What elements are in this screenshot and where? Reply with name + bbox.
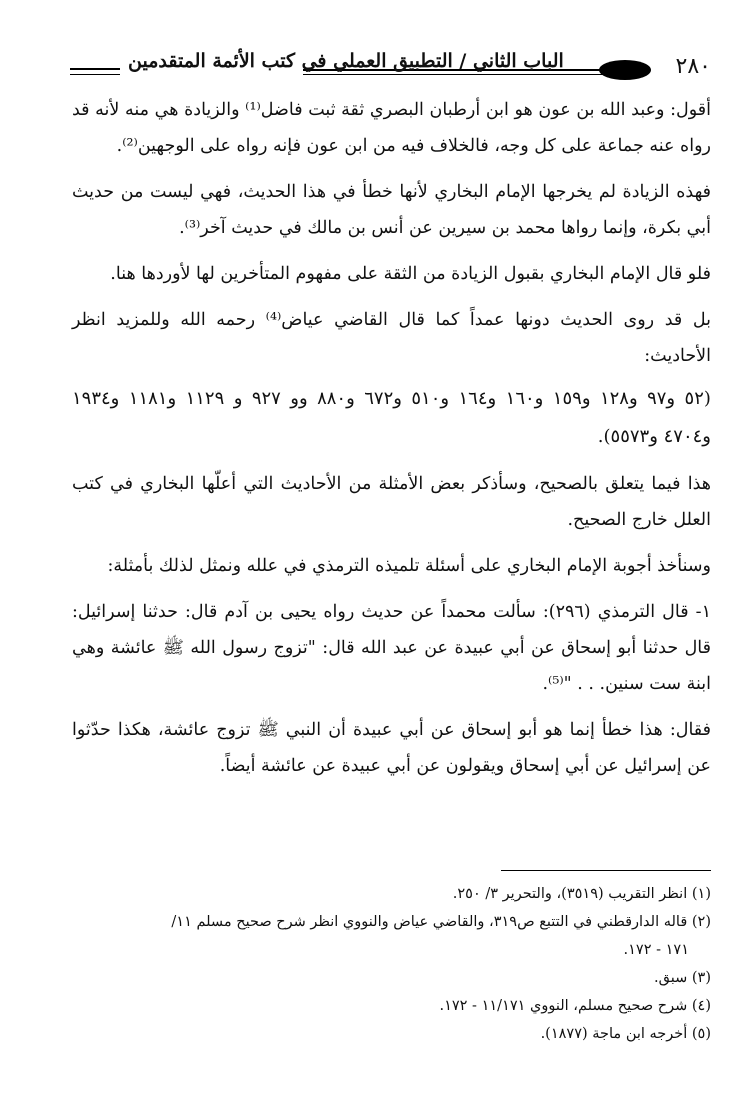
footnote: (٥) أخرجه ابن ماجة (١٨٧٧). <box>540 1026 711 1042</box>
chapter-title: الباب الثاني / التطبيق العملي في كتب الأئمة المتقدمين <box>128 50 564 72</box>
footnote: (٤) شرح صحيح مسلم، النووي ١١/١٧١ - ١٧٢. <box>439 998 711 1014</box>
header-rule-left <box>70 68 120 70</box>
paragraph: هذا فيما يتعلق بالصحيح، وسأذكر بعض الأمثلة من الأحاديث التي أعلّها البخاري في كتب العلل خارج الصحيح. <box>72 474 711 530</box>
hadith-number-list: (٥٢ و٩٧ و١٢٨ و١٥٩ و١٦٠ و١٦٤ و٥١٠ و٦٧٢ و٨٨٠ وو ٩٢٧ و ١١٢٩ و١١٨١ و١٩٣٤ و٤٧٠٤ و٥٥٧٣). <box>72 388 711 447</box>
footnote-separator <box>501 870 711 871</box>
paragraph: وسنأخذ أجوبة الإمام البخاري على أسئلة تلميذه الترمذي في علله ونمثل لذلك بأمثلة: <box>107 556 711 576</box>
footnote: (٢) قاله الدارقطني في التتبع ص٣١٩، والقاضي عياض والنووي انظر شرح صحيح مسلم ١١/ <box>171 914 711 930</box>
paragraph: ١- قال الترمذي (٢٩٦): سألت محمداً عن حديث رواه يحيى بن آدم قال: حدثنا إسرائيل: قال حدثنا أبو إسحاق عن أبي عبيدة عن عبد الله قال: "تزوج رسول الله ﷺ عائشة وهي ابنة ست سنين. . . "⁽⁵⁾. <box>72 602 711 694</box>
footnote-continuation: ١٧١ - ١٧٢. <box>623 942 689 958</box>
footnotes <box>72 880 711 1048</box>
paragraph: بل قد روى الحديث دونها عمداً كما قال القاضي عياض⁽⁴⁾ رحمه الله وللمزيد انظر الأحاديث: <box>72 310 711 366</box>
page-number: ٢٨٠ <box>675 54 711 79</box>
paragraph: فلو قال الإمام البخاري بقبول الزيادة من الثقة على مفهوم المتأخرين لها لأوردها هنا. <box>110 264 711 284</box>
footnote: (٣) سبق. <box>654 970 711 986</box>
paragraph: فقال: هذا خطأ إنما هو أبو إسحاق عن أبي عبيدة أن النبي ﷺ تزوج عائشة، هكذا حدّثوا عن إسرائيل عن أبي إسحاق ويقولون عن أبي عبيدة عن عائشة أيضاً. <box>72 720 711 776</box>
main-text <box>72 92 711 794</box>
header-ornament <box>599 60 651 80</box>
header-rule-left <box>70 74 120 75</box>
paragraph: أقول: وعبد الله بن عون هو ابن أرطبان البصري ثقة ثبت فاضل⁽¹⁾ والزيادة هي منه لأنه قد رواه عنه جماعة على كل وجه، فالخلاف فيه من ابن عون فإنه رواه على الوجهين⁽²⁾. <box>72 100 711 156</box>
running-header <box>70 46 713 90</box>
header-rule <box>303 74 603 75</box>
footnote: (١) انظر التقريب (٣٥١٩)، والتحرير ٣/ ٢٥٠. <box>452 886 711 902</box>
paragraph: فهذه الزيادة لم يخرجها الإمام البخاري لأنها خطأ في هذا الحديث، فهي ليست من حديث أبي بكرة، وإنما رواها محمد بن سيرين عن أنس بن مالك في حديث آخر⁽³⁾. <box>72 182 711 238</box>
